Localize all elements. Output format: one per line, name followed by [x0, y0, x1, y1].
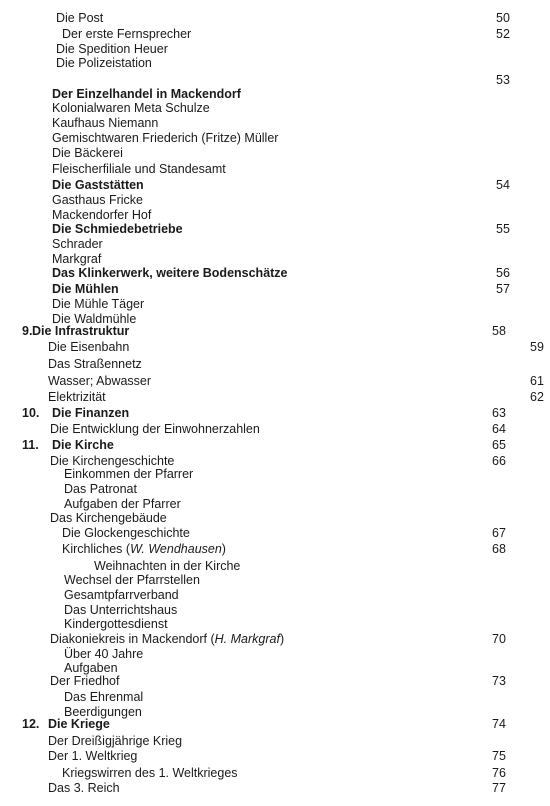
- page-number: 62: [530, 390, 544, 404]
- page-number: 74: [492, 717, 506, 731]
- toc-entry-title: Gasthaus Fricke: [52, 193, 144, 207]
- toc-entry-title: Die Mühlen: [52, 282, 119, 296]
- toc-entry-title: Der Einzelhandel in Mackendorf: [52, 87, 241, 101]
- page-number: 66: [492, 454, 506, 468]
- page-number: 50: [496, 11, 510, 25]
- toc-entry: [0, 356, 550, 373]
- page-number: 67: [492, 526, 506, 540]
- toc-entry-title: Kolonialwaren Meta Schulze: [52, 101, 210, 115]
- toc-entry: [0, 716, 550, 733]
- toc-entry-title: Die Spedition Heuer: [56, 42, 168, 56]
- toc-entry-title: Das Ehrenmal: [64, 690, 144, 704]
- toc-entry-title: Kriegswirren des 1. Weltkrieges: [62, 766, 238, 780]
- author-name: H. Markgraf: [214, 632, 280, 646]
- chapter-number: 11.: [22, 438, 39, 452]
- toc-entry-title: Einkommen der Pfarrer: [64, 467, 194, 481]
- page-number: 58: [492, 324, 506, 338]
- toc-entry-title: Die Kriege: [48, 717, 110, 731]
- toc-entry: [0, 437, 550, 454]
- toc-entry: [0, 748, 550, 765]
- page-number: 57: [496, 282, 510, 296]
- toc-entry: [0, 145, 550, 162]
- chapter-number: 9.: [22, 324, 33, 338]
- page-number: 55: [496, 222, 510, 236]
- toc-entry: [0, 323, 550, 340]
- toc-entry-title: Kirchliches (W. Wendhausen): [62, 542, 226, 556]
- toc-entry-title: Die Glockengeschichte: [62, 526, 190, 540]
- toc-entry-title: Die Eisenbahn: [48, 340, 130, 354]
- toc-entry-title: Der 1. Weltkrieg: [48, 749, 138, 763]
- chapter-number: 10.: [22, 406, 40, 420]
- toc-entry: [0, 339, 550, 356]
- toc-entry-title: Das 3. Reich: [48, 781, 120, 795]
- toc-entry: [0, 265, 550, 282]
- toc-entry: [0, 421, 550, 438]
- toc-entry-title: Der Dreißigjährige Krieg: [48, 734, 183, 748]
- page-number: 76: [492, 766, 506, 780]
- toc-entry: [0, 541, 550, 558]
- toc-entry-title: Die Post: [56, 11, 104, 25]
- toc-entry: [0, 780, 550, 797]
- page-number: 65: [492, 438, 506, 452]
- toc-entry-title: Elektrizität: [48, 390, 106, 404]
- toc-entry-title: Die Mühle Täger: [52, 297, 145, 311]
- toc-entry-title: Das Straßennetz: [48, 357, 142, 371]
- toc-entry-title: Das Patronat: [64, 482, 137, 496]
- toc-entry: [0, 673, 550, 690]
- toc-entry: [0, 373, 550, 390]
- toc-entry-title: Kindergottesdienst: [64, 617, 168, 631]
- toc-entry: [0, 405, 550, 422]
- toc-entry-title: Wasser; Abwasser: [48, 374, 152, 388]
- toc-entry-title: Kaufhaus Niemann: [52, 116, 159, 130]
- toc-entry: [0, 10, 550, 27]
- toc-entry-title: Aufgaben: [64, 661, 118, 675]
- toc-entry-title: Wechsel der Pfarrstellen: [64, 573, 200, 587]
- toc-entry-title: Markgraf: [52, 252, 102, 266]
- toc-entry-title: Gesamtpfarrverband: [64, 588, 179, 602]
- toc-entry-title: Die Schmiedebetriebe: [52, 222, 183, 236]
- page-number: 75: [492, 749, 506, 763]
- page-number: 52: [496, 27, 510, 41]
- page-number: 59: [530, 340, 544, 354]
- page-number: 77: [492, 781, 506, 795]
- toc-entry-title: Beerdigungen: [64, 705, 142, 719]
- toc-entry-title: Der Friedhof: [50, 674, 120, 688]
- page-number: 56: [496, 266, 510, 280]
- page-number: 70: [492, 632, 506, 646]
- chapter-number: 12.: [22, 717, 40, 731]
- toc-entry-title: Das Kirchengebäude: [50, 511, 167, 525]
- toc-entry-title: Diakoniekreis in Mackendorf (H. Markgraf): [50, 632, 285, 646]
- toc-entry-title: Über 40 Jahre: [64, 647, 144, 661]
- toc-entry: [0, 525, 550, 542]
- page-number: 61: [530, 374, 544, 388]
- toc-entry-title: Schrader: [52, 237, 103, 251]
- toc-entry-title: Das Klinkerwerk, weitere Bodenschätze: [52, 266, 288, 280]
- page-number: 53: [496, 73, 510, 87]
- toc-entry-title: Der erste Fernsprecher: [62, 27, 192, 41]
- page-number: 54: [496, 178, 510, 192]
- page-number: 73: [492, 674, 506, 688]
- toc-entry-title: Gemischtwaren Friederich (Fritze) Müller: [52, 131, 279, 145]
- page-number: 63: [492, 406, 506, 420]
- toc-entry-title: Die Waldmühle: [52, 312, 137, 326]
- toc-entry-title: Die Bäckerei: [52, 146, 123, 160]
- toc-entry-title: Die Entwicklung der Einwohnerzahlen: [50, 422, 260, 436]
- toc-entry-title: Fleischerfiliale und Standesamt: [52, 162, 226, 176]
- author-name: W. Wendhausen: [130, 542, 222, 556]
- toc-entry-title: Aufgaben der Pfarrer: [64, 497, 181, 511]
- toc-entry-title: Das Unterrichtshaus: [64, 603, 178, 617]
- toc-entry-title: Die Finanzen: [52, 406, 130, 420]
- toc-entry-title: Die Kirchengeschichte: [50, 454, 175, 468]
- toc-entry-title: Die Gaststätten: [52, 178, 144, 192]
- toc-entry-title: Die Infrastruktur: [32, 324, 130, 338]
- toc-entry: [0, 55, 550, 72]
- toc-entry: [0, 161, 550, 178]
- page-number: 68: [492, 542, 506, 556]
- toc-entry-title: Weihnachten in der Kirche: [94, 559, 241, 573]
- page-number: 64: [492, 422, 506, 436]
- toc-entry: [0, 389, 550, 406]
- toc-entry-title: Die Kirche: [52, 438, 114, 452]
- toc-entry-title: Die Polizeistation: [56, 56, 152, 70]
- toc-entry-title: Mackendorfer Hof: [52, 208, 152, 222]
